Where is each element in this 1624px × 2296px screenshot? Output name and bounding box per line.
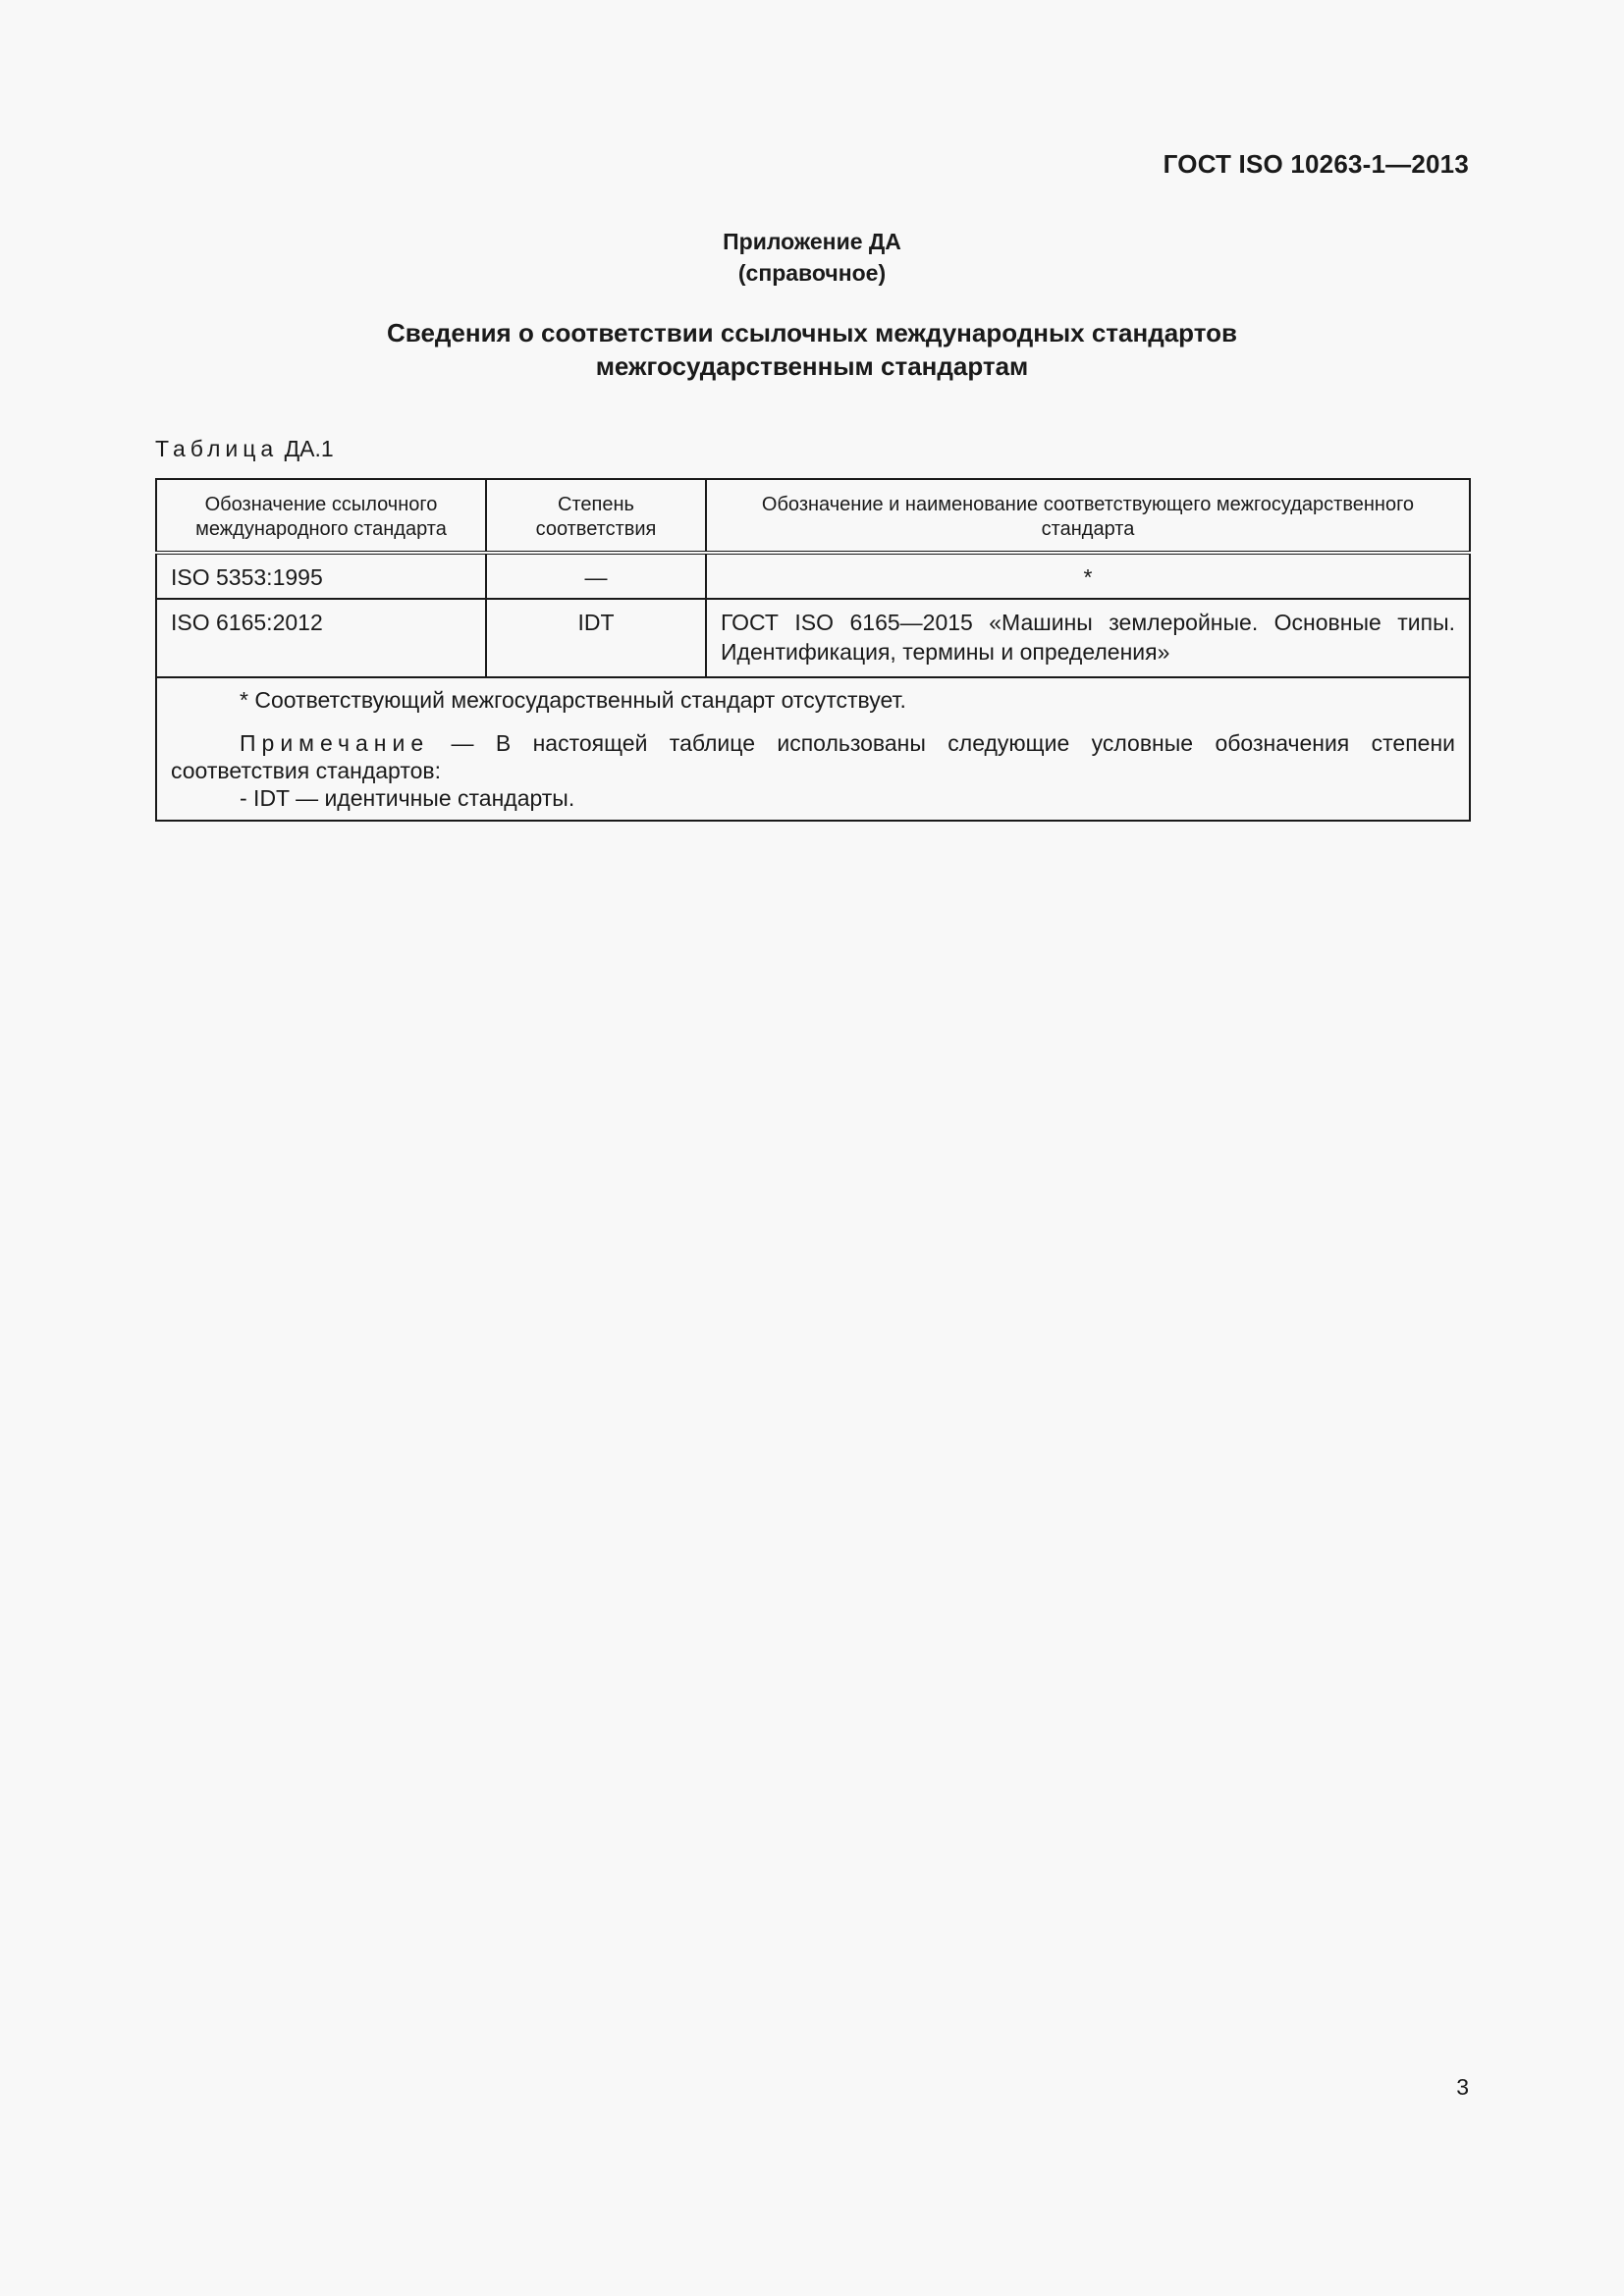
cell-degree: IDT [486, 599, 706, 677]
table-caption-number: ДА.1 [284, 436, 334, 461]
table-notes [156, 677, 1470, 821]
cell-reference: ISO 5353:1995 [156, 553, 486, 599]
cell-national-standard: ГОСТ ISO 6165—2015 «Машины землеройные. Основные типы. Идентификация, термины и определения» [706, 599, 1470, 677]
table-notes-row [156, 677, 1470, 821]
document-code: ГОСТ ISO 10263-1—2013 [1163, 149, 1469, 179]
table-note [171, 729, 1455, 784]
section-title [0, 316, 1624, 383]
note-list-item: - IDT — идентичные стандарты. [240, 785, 575, 811]
section-title-line-1: Сведения о соответствии ссылочных международных стандартов [387, 318, 1237, 347]
cell-national-standard: * [706, 553, 1470, 599]
column-header-reference: Обозначение ссылочного международного стандарта [156, 479, 486, 553]
reference-table [155, 478, 1471, 822]
page-number: 3 [1456, 2074, 1469, 2100]
table-caption [155, 436, 334, 462]
table-footnote: * Соответствующий межгосударственный стандарт отсутствует. [240, 687, 906, 713]
column-header-national-standard: Обозначение и наименование соответствующего межгосударственного стандарта [706, 479, 1470, 553]
column-header-degree: Степень соответствия [486, 479, 706, 553]
table-header-row [156, 479, 1470, 553]
table-row [156, 599, 1470, 677]
section-title-line-2: межгосударственным стандартам [595, 351, 1029, 381]
table-caption-word: Таблица [155, 436, 279, 461]
cell-degree: — [486, 553, 706, 599]
note-text: — В настоящей таблице использованы следующие условные обозначения степени соответствия стандартов: [171, 730, 1455, 783]
table-row [156, 553, 1470, 599]
appendix-status: (справочное) [737, 260, 887, 286]
note-label: Примечание [240, 730, 430, 756]
cell-reference: ISO 6165:2012 [156, 599, 486, 677]
appendix-heading [0, 226, 1624, 289]
appendix-title: Приложение ДА [723, 229, 901, 254]
